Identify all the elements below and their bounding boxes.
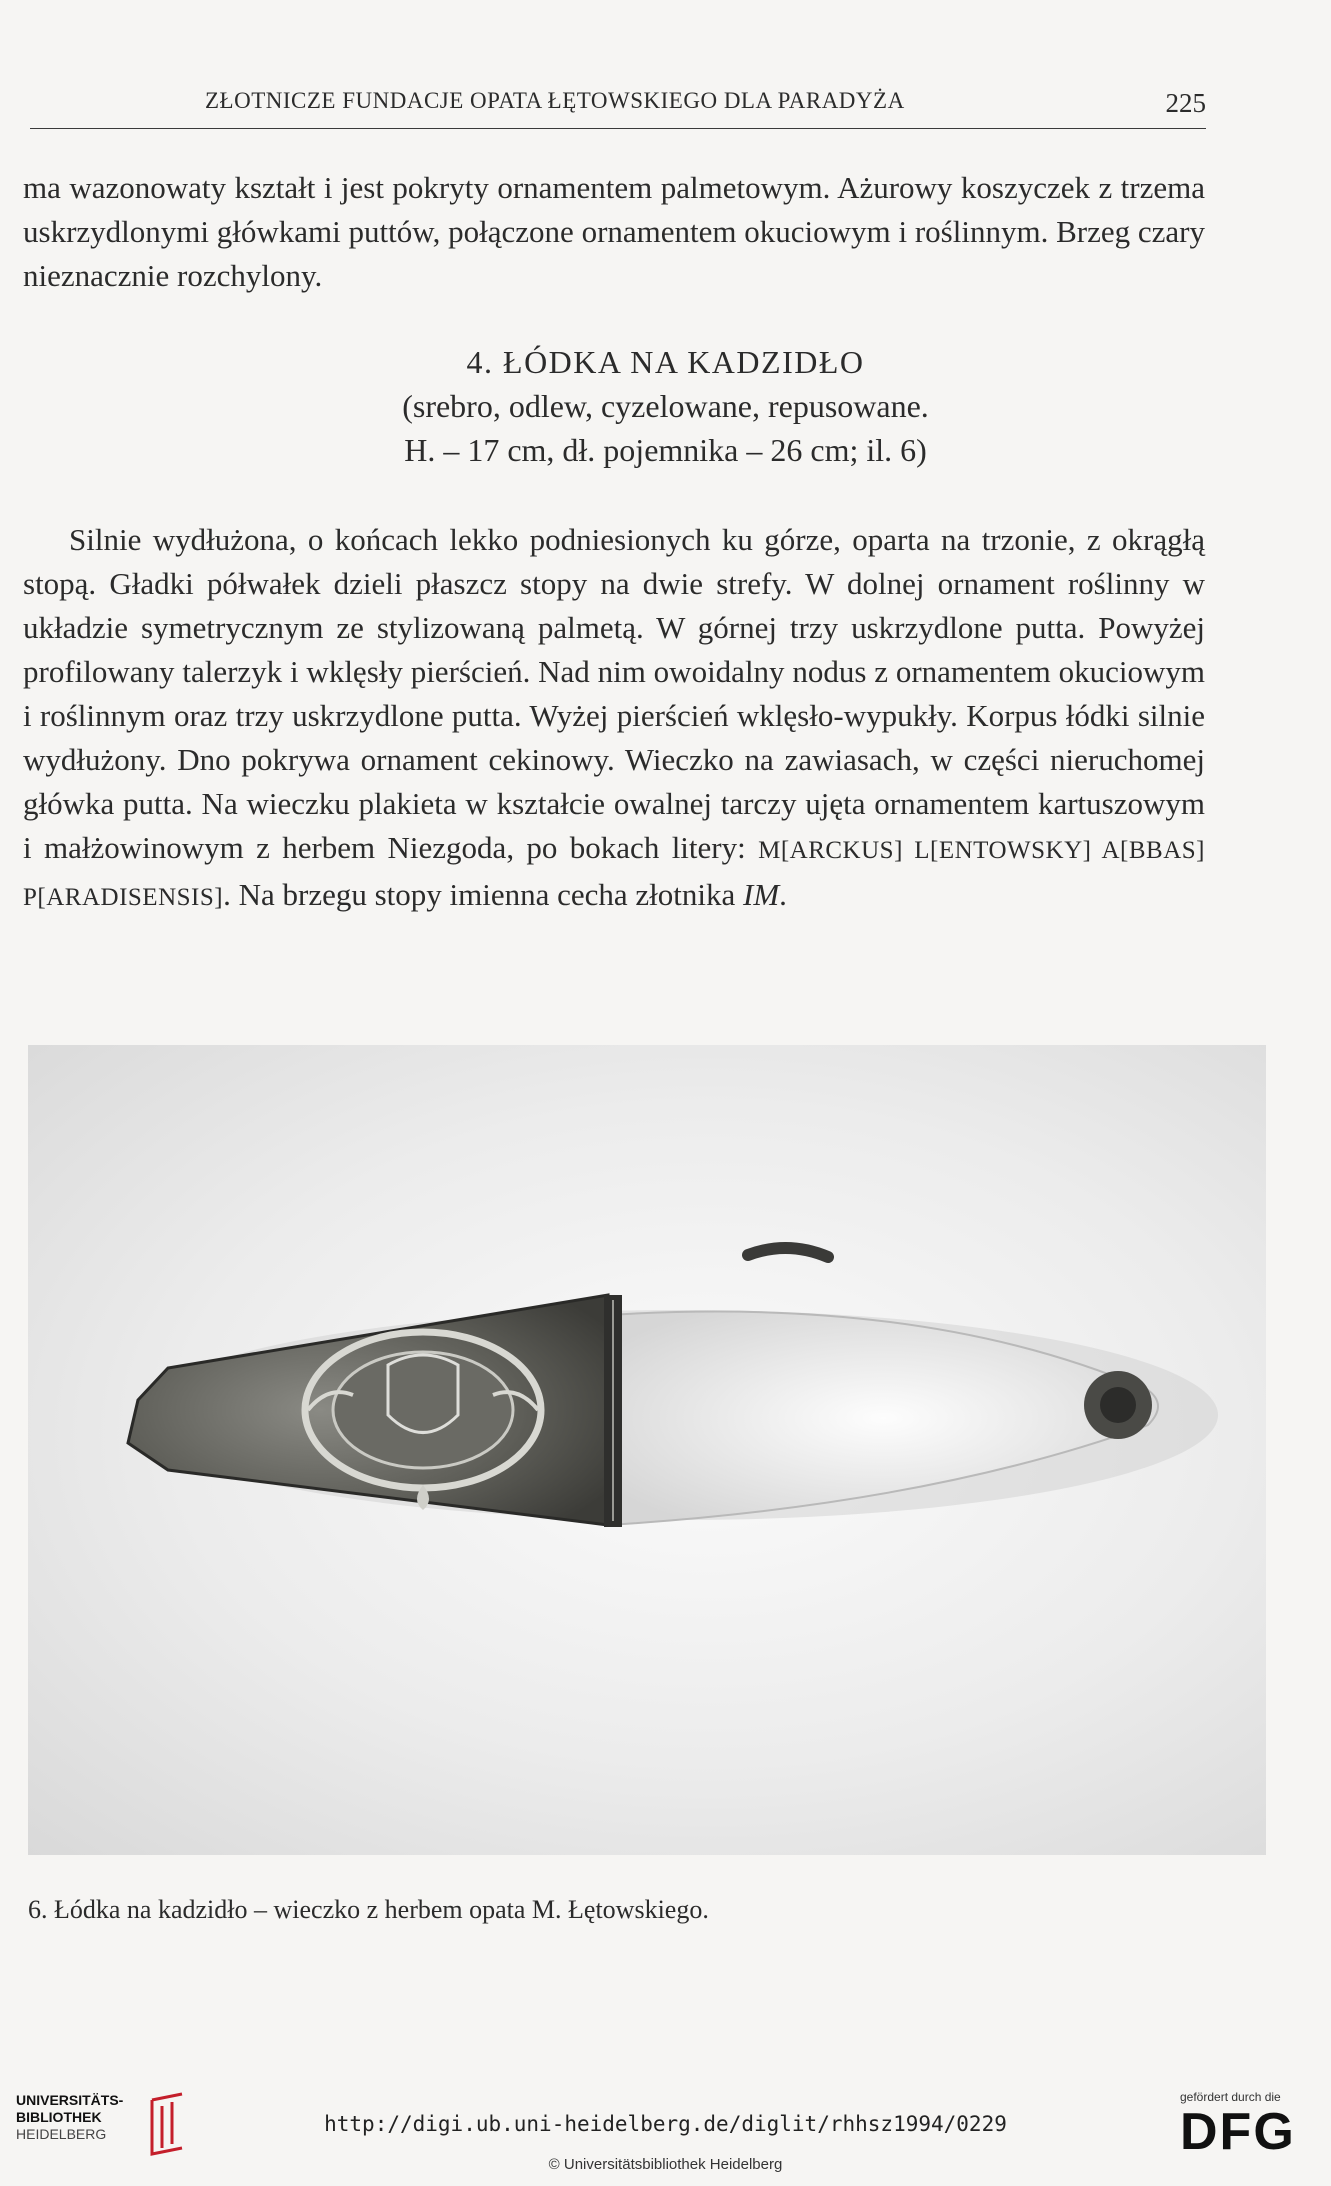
entry-heading xyxy=(0,340,1331,472)
incense-boat-image xyxy=(28,1045,1266,1855)
paragraph-2-end: . xyxy=(779,877,787,912)
paragraph-2-text: Silnie wydłużona, o końcach lekko podniesionych ku górze, oparta na trzonie, z okrągłą stopą. Gładki półwałek dzieli płaszcz stopy na dwie strefy. W dolnej ornament roślinny w układzie symetrycznym ze stylizowaną palmetą. W górnej trzy uskrzydlone putta. Powyżej profilowany talerzyk i wklęsły pierścień. Nad nim owoidalny nodus z ornamentem okuciowym i roślinnym oraz trzy uskrzydlone putta. Wyżej pierścień wklęsło-wypukły. Korpus łódki silnie wydłużony. Dno pokrywa ornament cekinowy. Wieczko na zawiasach, w części nieruchomej główka putta. Na wieczku plakieta w kształcie owalnej tarczy ujęta ornamentem kartuszowym i małżowinowym z herbem Niezgoda, po bokach litery: xyxy=(23,522,1205,865)
entry-title: 4. ŁÓDKA NA KADZIDŁO xyxy=(466,344,865,380)
entry-dimensions: H. – 17 cm, dł. pojemnika – 26 cm; il. 6) xyxy=(404,432,927,468)
library-name-line3: HEIDELBERG xyxy=(16,2126,107,2142)
paragraph-2-text-after: . Na brzegu stopy imienna cecha złotnika xyxy=(223,877,744,912)
entry-materials: (srebro, odlew, cyzelowane, repusowane. xyxy=(402,388,929,424)
library-name-line2: BIBLIOTHEK xyxy=(16,2109,102,2125)
running-header xyxy=(30,82,1206,129)
dfg-wordmark: DFG xyxy=(1180,2103,1296,2161)
funded-by-label: gefördert durch die xyxy=(1180,2090,1281,2104)
page-number: 225 xyxy=(1165,88,1206,118)
maker-mark: IM xyxy=(743,877,780,912)
dfg-logo xyxy=(1180,2090,1320,2180)
paragraph-1: ma wazonowaty kształt i jest pokryty ornamentem palmetowym. Ażurowy koszyczek z trzema uskrzydlonymi główkami puttów, połączone ornamentem okuciowym i roślinnym. Brzeg czary nieznacznie rozchylony. xyxy=(23,170,1205,293)
paragraph-2 xyxy=(23,518,1205,920)
copyright-notice: © Universitätsbibliothek Heidelberg xyxy=(548,2156,783,2173)
figure-photo xyxy=(28,1045,1266,1855)
running-title: ZŁOTNICZE FUNDACJE OPATA ŁĘTOWSKIEGO DLA PARADYŻA xyxy=(205,88,905,113)
inscription-letters: M[ARCKUS] L[ENTOWSKY] A[BBAS] P[ARADISENSIS] xyxy=(23,837,1205,911)
figure-caption: 6. Łódka na kadzidło – wieczko z herbem opata M. Łętowskiego. xyxy=(28,1895,709,1924)
library-name-line1: UNIVERSITÄTS- xyxy=(16,2092,124,2108)
digital-library-url[interactable]: http://digi.ub.uni-heidelberg.de/diglit/rhhsz1994/0229 xyxy=(324,2112,1007,2136)
